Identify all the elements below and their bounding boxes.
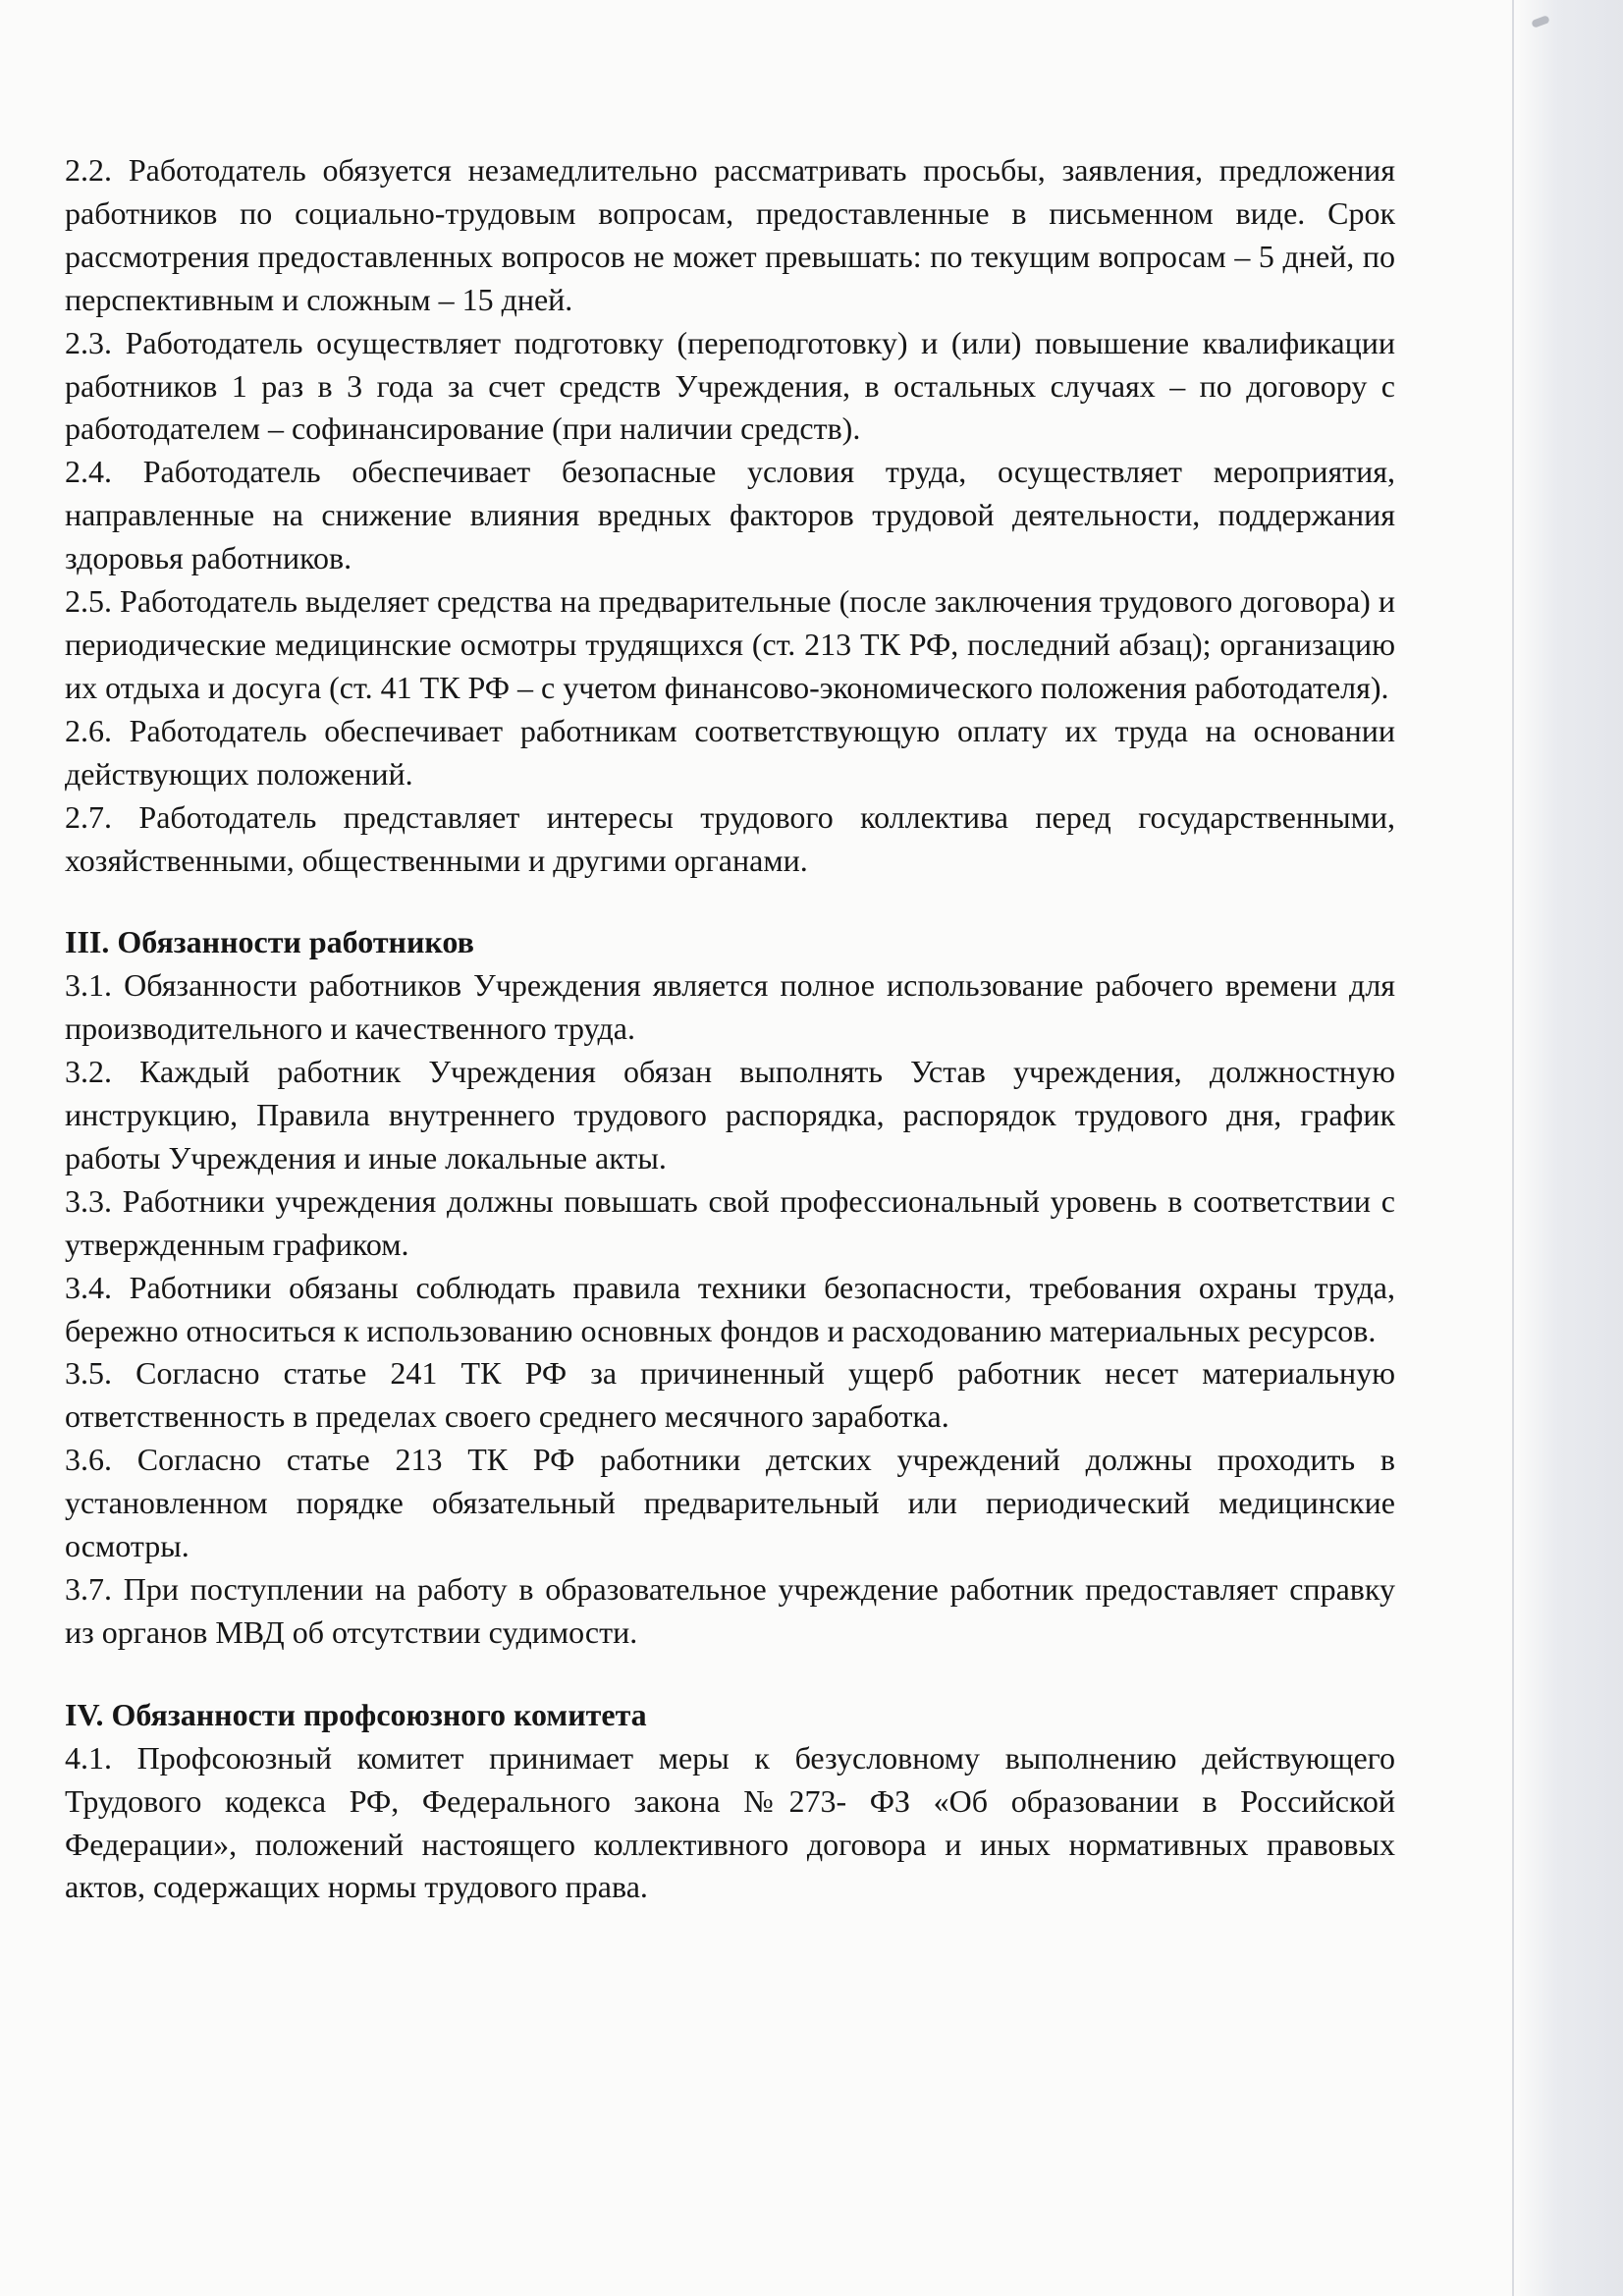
clause-2-2: 2.2. Работодатель обязуется незамедлительно рассматривать просьбы, заявления, предложения работников по социально-трудовым вопросам, предоставленные в письменном виде. Срок рассмотрения предоставленных вопросов не может превышать: по текущим вопросам – 5 дней, по перспективным и сложным – 15 дней. (65, 152, 1395, 317)
clause-3-5: 3.5. Согласно статье 241 ТК РФ за причиненный ущерб работник несет материальную ответственность в пределах своего среднего месячного заработка. (65, 1355, 1395, 1435)
clause-3-7: 3.7. При поступлении на работу в образовательное учреждение работник предоставляет справку из органов МВД об отсутствии судимости. (65, 1571, 1395, 1650)
clause-2-6: 2.6. Работодатель обеспечивает работникам соответствующую оплату их труда на основании действующих положений. (65, 712, 1395, 792)
section-3-heading: III. Обязанности работников (65, 924, 474, 960)
page-edge-shadow (1515, 0, 1623, 2296)
section-4-heading: IV. Обязанности профсоюзного комитета (65, 1696, 647, 1732)
clause-3-1: 3.1. Обязанности работников Учреждения является полное использование рабочего времени для производительного и качественного труда. (65, 967, 1395, 1047)
page-edge-line (1512, 0, 1514, 2296)
clause-2-7: 2.7. Работодатель представляет интересы трудового коллектива перед государственными, хозяйственными, общественными и другими органами. (65, 798, 1395, 878)
section-gap (65, 1655, 1395, 1694)
clause-4-1: 4.1. Профсоюзный комитет принимает меры к безусловному выполнению действующего Трудового кодекса РФ, Федерального закона №273- ФЗ «Об образовании в Российской Федерации», положений настоящего коллективного договора и иных нормативных правовых актов, содержащих нормы трудового права. (65, 1739, 1395, 1905)
document-body (65, 149, 1395, 1909)
clause-3-4: 3.4. Работники обязаны соблюдать правила техники безопасности, требования охраны труда, бережно относиться к использованию основных фондов и расходованию материальных ресурсов. (65, 1269, 1395, 1348)
clause-2-3: 2.3. Работодатель осуществляет подготовку (переподготовку) и (или) повышение квалификации работников 1 раз в 3 года за счет средств Учреждения, в остальных случаях – по договору с работодателем – софинансирование (при наличии средств). (65, 324, 1395, 447)
clause-3-6: 3.6. Согласно статье 213 ТК РФ работники детских учреждений должны проходить в установленном порядке обязательный предварительный или периодический медицинские осмотры. (65, 1442, 1395, 1564)
clause-3-2: 3.2. Каждый работник Учреждения обязан выполнять Устав учреждения, должностную инструкцию, Правила внутреннего трудового распорядка, распорядок трудового дня, график работы Учреждения и иные локальные акты. (65, 1054, 1395, 1175)
clause-2-4: 2.4. Работодатель обеспечивает безопасные условия труда, осуществляет мероприятия, направленные на снижение влияния вредных факторов трудовой деятельности, поддержания здоровья работников. (65, 454, 1395, 576)
clause-2-5: 2.5. Работодатель выделяет средства на предварительные (после заключения трудового договора) и периодические медицинские осмотры трудящихся (ст. 213 ТК РФ, последний абзац); организацию их отдыха и досуга (ст. 41 ТК РФ – с учетом финансово-экономического положения работодателя). (65, 583, 1395, 705)
section-gap (65, 882, 1395, 921)
clause-3-3: 3.3. Работники учреждения должны повышать свой профессиональный уровень в соответствии с утвержденным графиком. (65, 1182, 1395, 1262)
